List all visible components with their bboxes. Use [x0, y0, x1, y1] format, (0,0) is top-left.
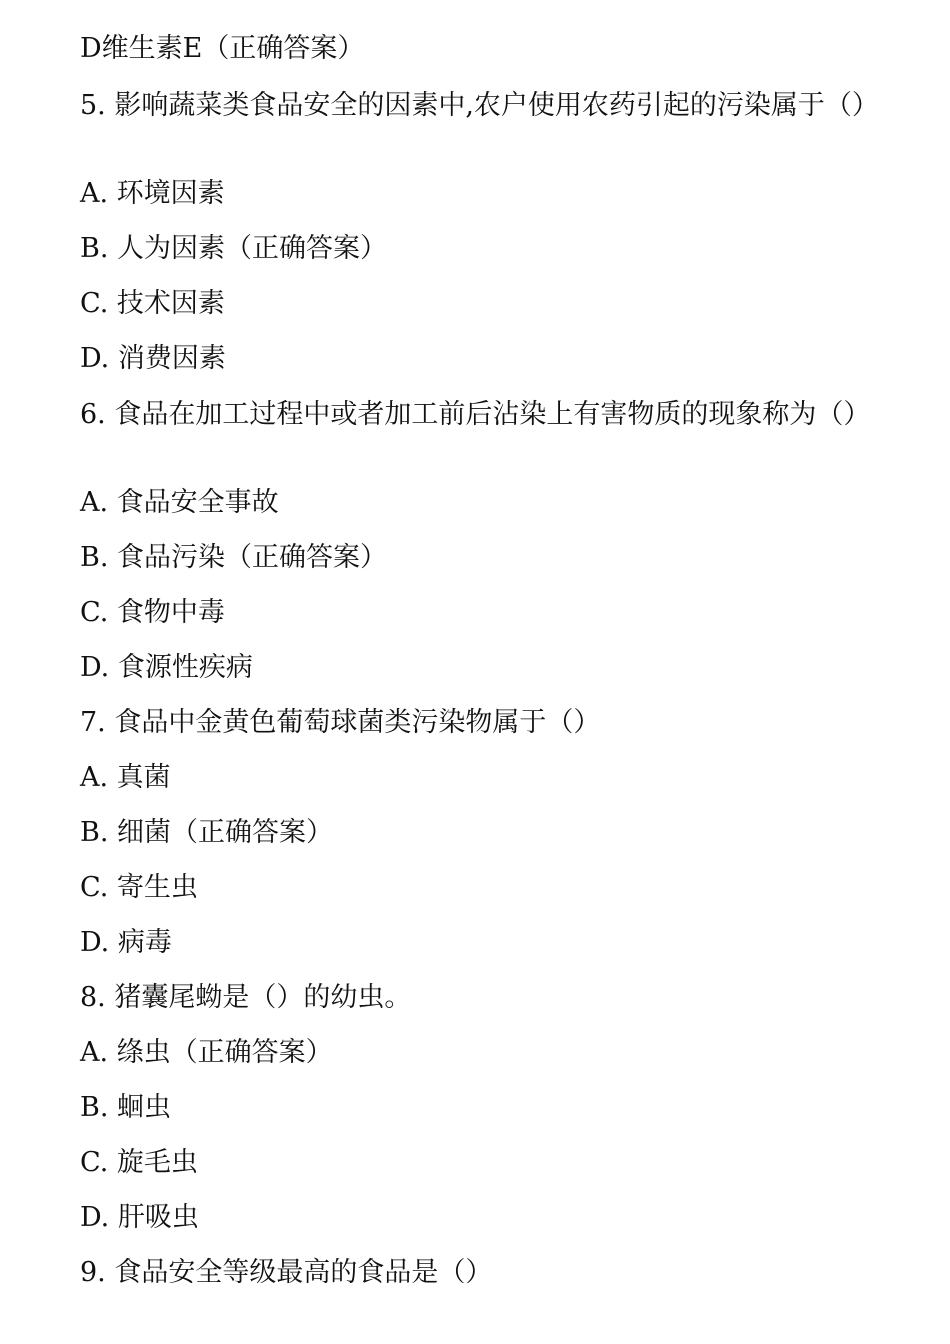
option-6b: B. 食品污染（正确答案） — [80, 542, 388, 573]
option-7b: B. 细菌（正确答案） — [80, 817, 334, 848]
option-8c: C. 旋毛虫 — [80, 1147, 198, 1178]
question-7: 7. 食品中金黄色葡萄球菌类污染物属于（） — [80, 707, 601, 738]
answer-line-d-vitamin-e: D维生素E（正确答案） — [80, 33, 365, 64]
option-8a: A. 绦虫（正确答案） — [80, 1037, 333, 1068]
option-6c: C. 食物中毒 — [80, 597, 225, 628]
question-6: 6. 食品在加工过程中或者加工前后沾染上有害物质的现象称为（） — [80, 399, 871, 430]
option-5a: A. 环境因素 — [80, 178, 225, 209]
option-8d: D. 肝吸虫 — [80, 1202, 199, 1233]
option-6d: D. 食源性疾病 — [80, 652, 253, 683]
option-8b: B. 蛔虫 — [80, 1092, 172, 1123]
question-5: 5. 影响蔬菜类食品安全的因素中,农户使用农药引起的污染属于（） — [80, 90, 879, 121]
question-8: 8. 猪囊尾蚴是（）的幼虫。 — [80, 982, 412, 1013]
option-7a: A. 真菌 — [80, 762, 171, 793]
option-6a: A. 食品安全事故 — [80, 487, 279, 518]
question-9: 9. 食品安全等级最高的食品是（） — [80, 1257, 493, 1288]
option-5d: D. 消费因素 — [80, 343, 226, 374]
option-7c: C. 寄生虫 — [80, 872, 198, 903]
option-5b: B. 人为因素（正确答案） — [80, 233, 388, 264]
option-5c: C. 技术因素 — [80, 288, 225, 319]
option-7d: D. 病毒 — [80, 927, 172, 958]
